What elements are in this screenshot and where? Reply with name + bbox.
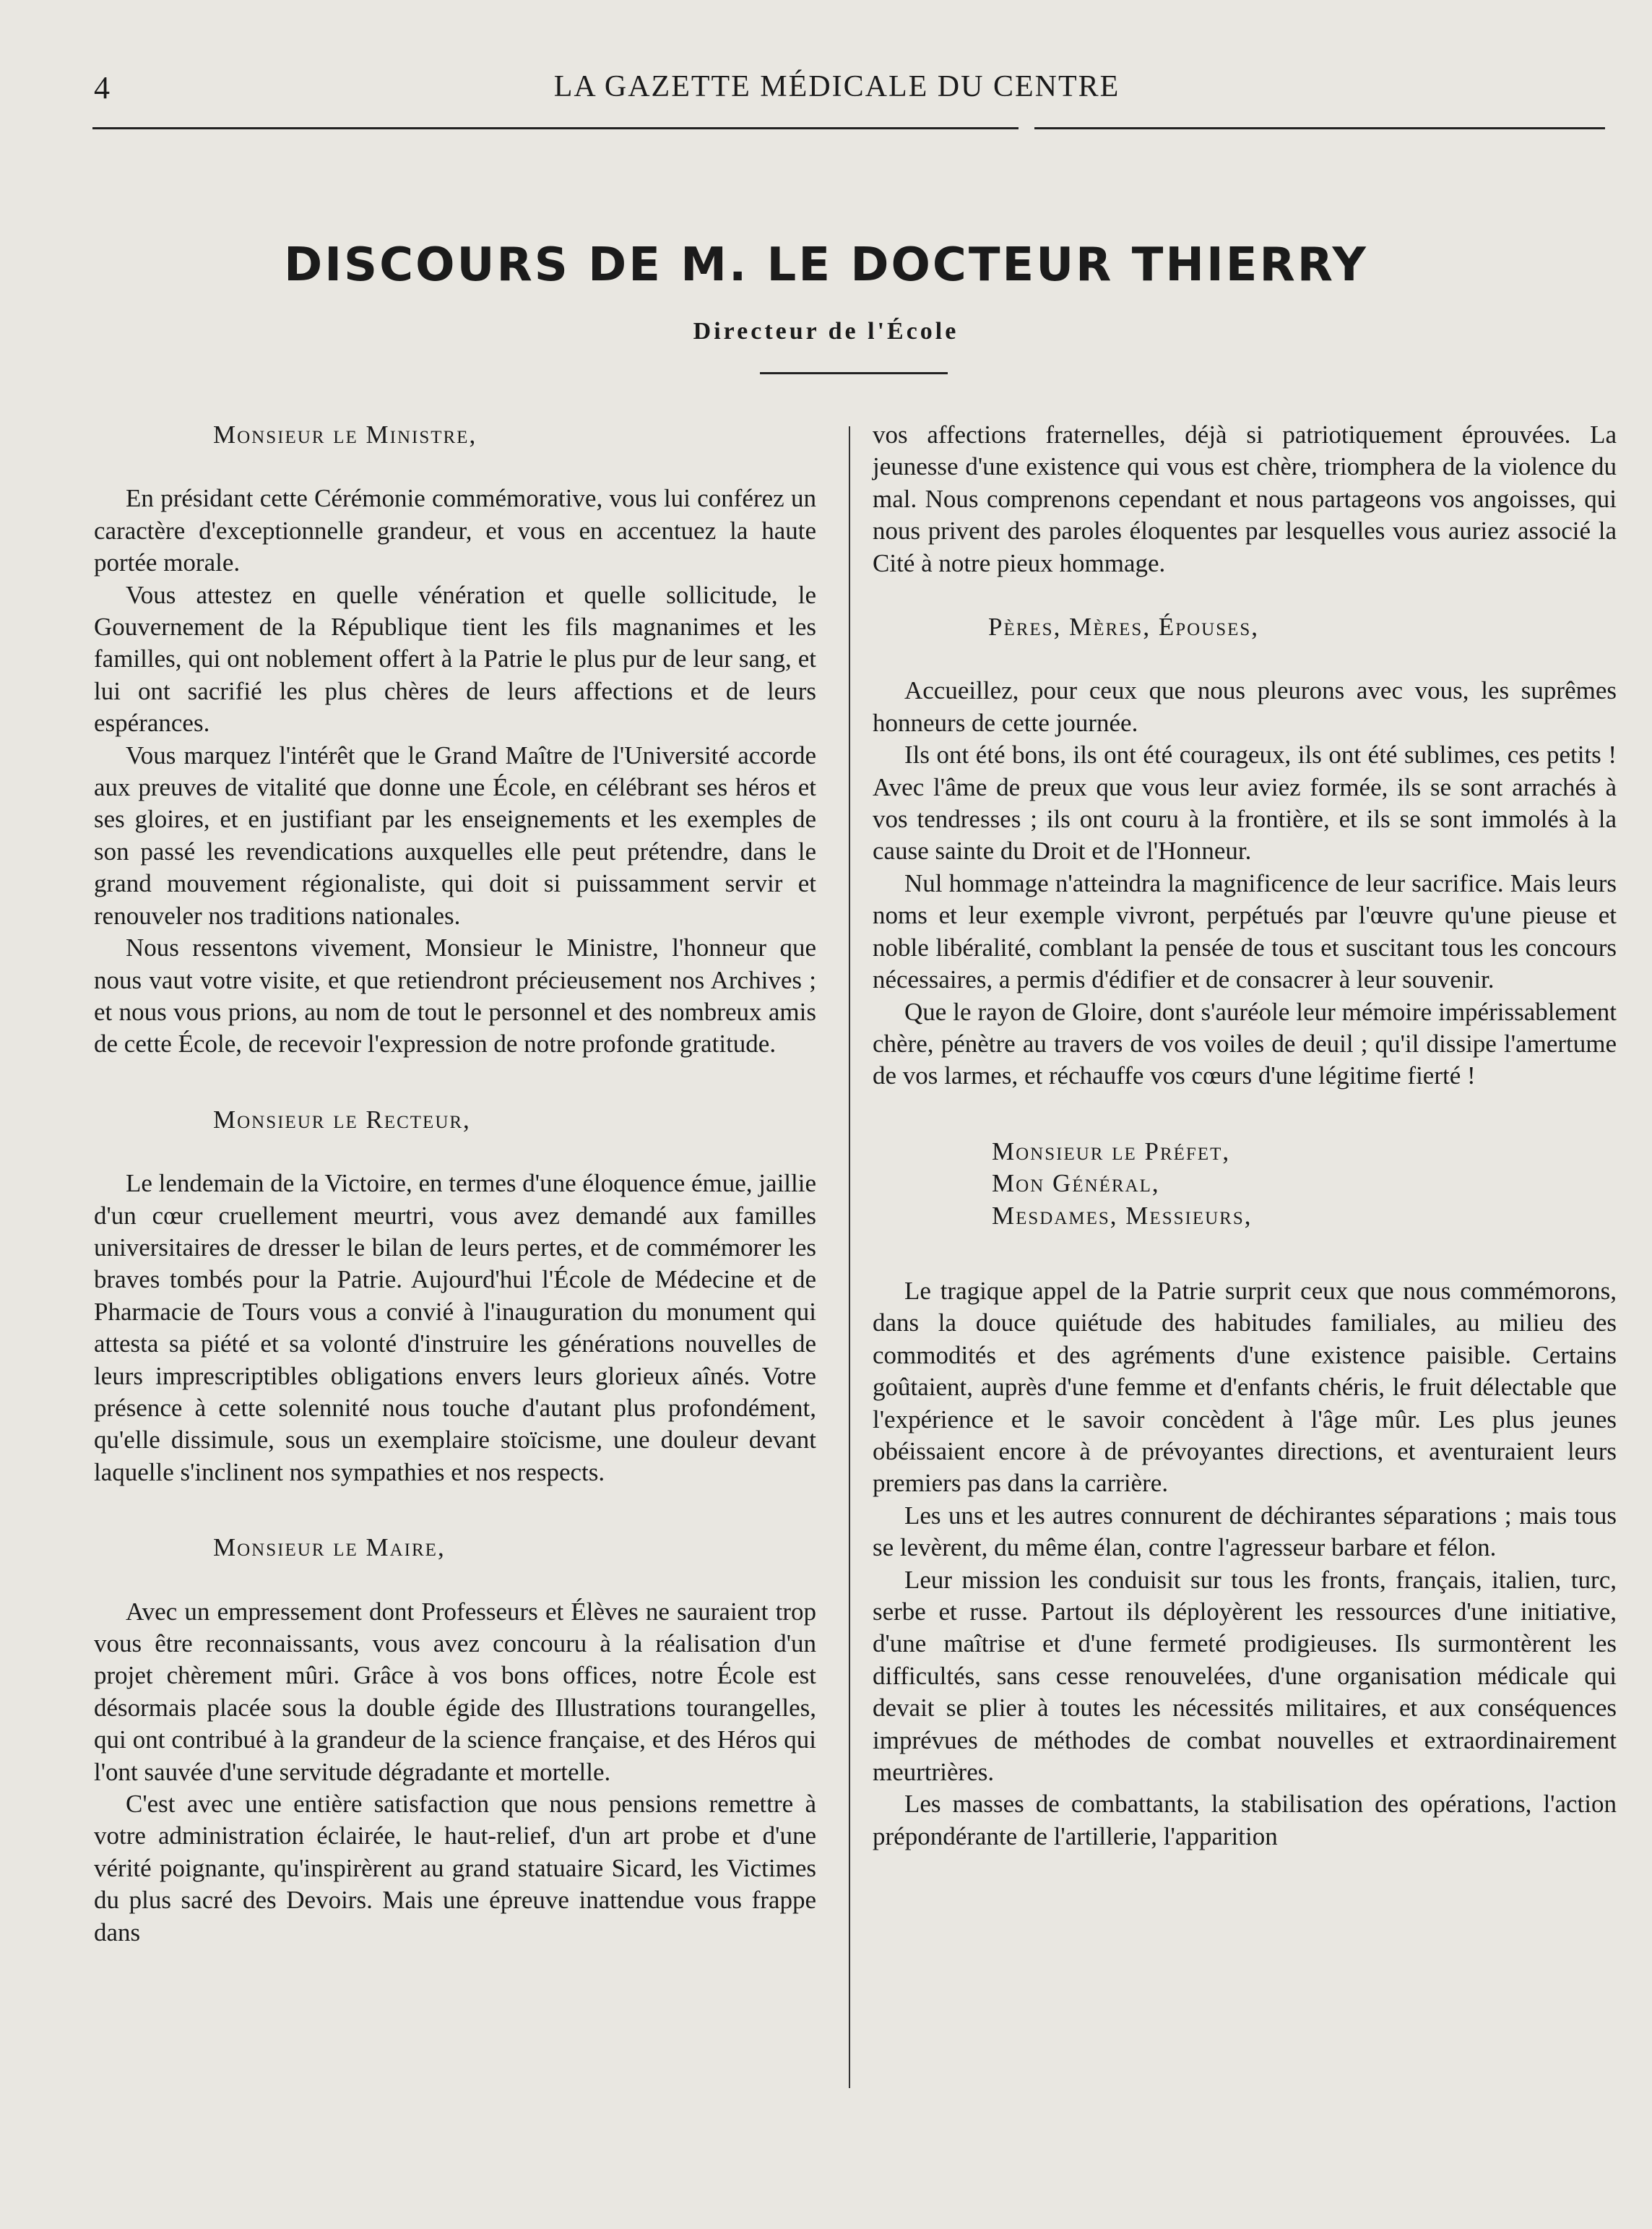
paragraph: C'est avec une entière satisfaction que nous pensions remettre à votre administration éclairée, le haut-relief, d'un art probe et d'une vérité poignante, qu'inspirèrent au grand statuaire Sicard, les Victimes du plus sacré des Devoirs. Mais une épreuve inattendue vous frappe dans <box>94 1790 816 1946</box>
header-rule-left <box>92 127 1019 129</box>
salutation-audience: Mesdames, Messieurs, <box>992 1201 1253 1230</box>
paragraph: Avec un empressement dont Professeurs et Élèves ne sauraient trop vous être reconnaissants, vous avez concouru à la réalisation d'un projet chèrement mûri. Grâce à vos bons offices, notre École est désormais placée sous la double égide des Illustrations tourangelles, qui ont contribué à la grandeur de la science française, et des Héros qui l'ont sauvée d'une servitude dégradante et mortelle. <box>94 1597 816 1786</box>
salutation-mayor: Monsieur le Maire, <box>213 1533 446 1562</box>
salutation-general: Mon Général, <box>992 1169 1160 1198</box>
paragraph: vos affections fraternelles, déjà si patriotiquement éprouvées. La jeunesse d'une existence qui vous est chère, triomphera de la violence du mal. Nous comprenons cependant et nous partageons vos angoisses, qui nous privent des paroles éloquentes par lesquelles vous auriez associé la Cité à notre pieux hommage. <box>873 421 1617 577</box>
left-column <box>94 419 816 1949</box>
salutation-prefect: Monsieur le Préfet, <box>992 1137 1231 1165</box>
paragraph: Nous ressentons vivement, Monsieur le Ministre, l'honneur que nous vaut votre visite, et que retiendront précieusement nos Archives ; et nous vous prions, au nom de tout le personnel et des nombreux amis de cette École, de recevoir l'expression de notre profonde gratitude. <box>94 934 816 1059</box>
title-divider <box>760 372 948 374</box>
column-separator <box>849 426 850 2088</box>
salutation-families: Pères, Mères, Épouses, <box>988 613 1260 642</box>
right-column <box>873 419 1617 1853</box>
paragraph: Le tragique appel de la Patrie surprit ceux que nous commémorons, dans la douce quiétude des habitudes familiales, au milieu des commodités et des agréments d'une existence paisible. Certains goûtaient, auprès d'une femme et d'enfants chéris, le fruit délectable que l'expérience et le savoir concèdent à l'âge mûr. Les plus jeunes obéissaient encore à de prévoyantes directions, et aventuraient leurs premiers pas dans la carrière. <box>873 1276 1617 1498</box>
page-number: 4 <box>94 70 110 105</box>
paragraph: Ils ont été bons, ils ont été courageux, ils ont été sublimes, ces petits ! Avec l'âme de preux que vous leur aviez formée, ils se sont arrachés à vos tendresses ; ils ont couru à la frontière, et ils se sont immolés à la cause sainte du Droit et de l'Honneur. <box>873 741 1617 866</box>
article-title: DISCOURS DE M. LE DOCTEUR THIERRY <box>284 238 1368 292</box>
paragraph: Le lendemain de la Victoire, en termes d'une éloquence émue, jaillie d'un cœur cruellement meurtri, vous avez demandé aux familles universitaires de dresser le bilan de leurs pertes, et de commémorer les braves tombés pour la Patrie. Aujourd'hui l'École de Médecine et de Pharmacie de Tours vous a convié à l'inauguration du monument qui attesta sa piété et sa volonté d'instruire les générations nouvelles de leurs imprescriptibles obligations envers leurs glorieux aînés. Votre présence à cette solennité nous touche d'autant plus profondément, qu'elle dissimule, sous un exemplaire stoïcisme, une douleur devant laquelle s'inclinent nos sympathies et nos respects. <box>94 1169 816 1486</box>
paragraph: En présidant cette Cérémonie commémorative, vous lui conférez un caractère d'exceptionnelle grandeur, et vous en accentuez la haute portée morale. <box>94 484 816 577</box>
paragraph: Leur mission les conduisit sur tous les fronts, français, italien, turc, serbe et russe. Partout ils déployèrent les ressources d'une initiative, d'une maîtrise et d'une fermeté prodigieuses. Ils surmontèrent les difficultés, sans cesse renouvelées, d'une organisation médicale qui devait se plier à toutes les nécessités militaires, et aux conséquences imprévues de méthodes de combat nouvelles et extraordinairement meurtrières. <box>873 1565 1617 1787</box>
paragraph: Nul hommage n'atteindra la magnificence de leur sacrifice. Mais leurs noms et leur exemple vivront, perpétués par l'œuvre qu'une pieuse et noble libéralité, comblant la pensée de tous et suscitant tous les concours nécessaires, a permis d'édifier et de consacrer à leur souvenir. <box>873 868 1617 994</box>
paragraph: Vous marquez l'intérêt que le Grand Maître de l'Université accorde aux preuves de vitalité que donne une École, en célébrant ses héros et ses gloires, et en justifiant par les enseignements et les exemples de son passé les revendications auxquelles elle peut prétendre, dans le grand mouvement régionaliste, qui doit si puissamment servir et renouveler nos traditions nationales. <box>94 741 816 930</box>
header-rule-right <box>1034 127 1605 129</box>
salutation-minister: Monsieur le Ministre, <box>213 421 477 449</box>
salutation-rector: Monsieur le Recteur, <box>213 1105 471 1134</box>
paragraph: Les uns et les autres connurent de déchirantes séparations ; mais tous se levèrent, du même élan, contre l'agresseur barbare et félon. <box>873 1501 1617 1562</box>
running-header <box>87 69 1587 113</box>
article-subtitle: Directeur de l'École <box>693 318 959 345</box>
paragraph: Vous attestez en quelle vénération et quelle sollicitude, le Gouvernement de la République tient les fils magnanimes et les familles, qui ont noblement offert à la Patrie le plus pur de leur sang, et lui ont sacrifié les plus chères de leurs affections et de leurs espérances. <box>94 580 816 738</box>
journal-title: LA GAZETTE MÉDICALE DU CENTRE <box>553 70 1120 103</box>
paragraph: Que le rayon de Gloire, dont s'auréole leur mémoire impérissablement chère, pénètre au travers de vos voiles de deuil ; qu'il dissipe l'amertume de vos larmes, et réchauffe vos cœurs d'une légitime fierté ! <box>873 997 1617 1090</box>
paragraph: Les masses de combattants, la stabilisation des opérations, l'action prépondérante de l'artillerie, l'apparition <box>873 1790 1617 1850</box>
paragraph: Accueillez, pour ceux que nous pleurons avec vous, les suprêmes honneurs de cette journée. <box>873 676 1617 737</box>
